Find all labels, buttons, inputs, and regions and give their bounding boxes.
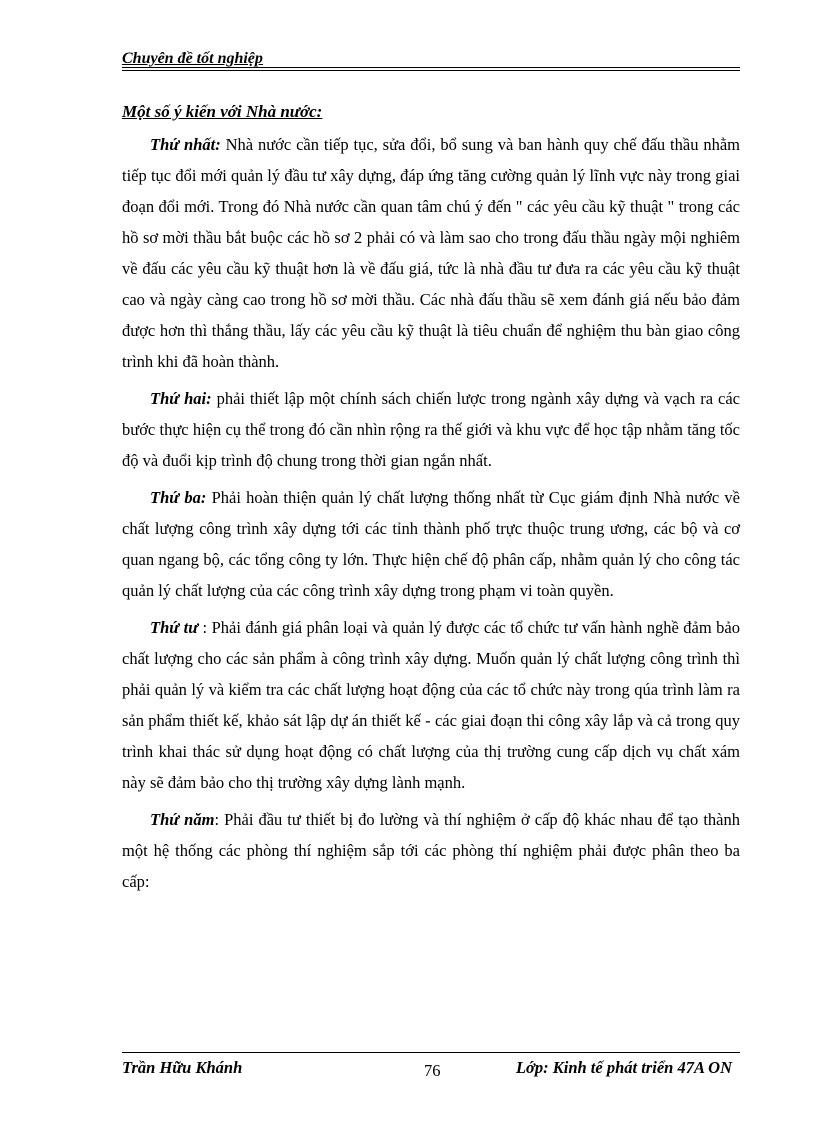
footer-rule bbox=[122, 1052, 740, 1053]
page-content bbox=[122, 96, 740, 903]
page-header bbox=[122, 48, 740, 70]
paragraph-label: Thứ nhất: bbox=[150, 135, 221, 154]
header-rule bbox=[122, 67, 740, 68]
paragraph-thu-ba bbox=[122, 482, 740, 606]
paragraph-thu-hai bbox=[122, 383, 740, 476]
paragraph-label: Thứ tư bbox=[150, 618, 199, 637]
paragraph-label: Thứ ba: bbox=[150, 488, 207, 507]
paragraph-label: Thứ năm bbox=[150, 810, 215, 829]
page-number: 76 bbox=[424, 1061, 441, 1080]
header-title: Chuyên đề tốt nghiệp bbox=[122, 50, 263, 67]
paragraph-text: Nhà nước cần tiếp tục, sửa đổi, bổ sung và ban hành quy chế đấu thầu nhằm tiếp tục đổi mới quản lý đầu tư xây dựng, đáp ứng tăng cường quản lý lĩnh vực này trong giai đoạn đổi mới. Trong đó Nhà nước cần quan tâm chú ý đến " các yêu cầu kỹ thuật " trong các hồ sơ mời thầu bắt buộc các hồ sơ 2 phải có và làm sao cho trong đấu thầu ngày mội nghiêm về đấu các yêu cầu kỹ thuật hơn là về đấu giá, tức là nhà đầu tư đưa ra các yêu cầu kỹ thuật cao và ngày càng cao trong hồ sơ mời thầu. Các nhà đấu thầu sẽ xem đánh giá nếu bảo đảm được hơn thì thắng thầu, lấy các yêu cầu kỹ thuật là tiêu chuẩn để nghiệm thu bàn giao công trình khi đã hoàn thành. bbox=[122, 135, 740, 371]
paragraph-text: : Phải đầu tư thiết bị đo lường và thí nghiệm ở cấp độ khác nhau để tạo thành một hệ thống các phòng thí nghiệm sắp tới các phòng thí nghiệm phải được phân theo ba cấp: bbox=[122, 810, 741, 891]
paragraph-thu-nhat bbox=[122, 129, 740, 377]
paragraph-thu-nam bbox=[122, 804, 740, 897]
paragraph-thu-tu bbox=[122, 612, 740, 798]
page-footer bbox=[122, 1052, 740, 1084]
footer-class: Lớp: Kinh tế phát triển 47A ON bbox=[515, 1058, 732, 1077]
paragraph-text: : Phải đánh giá phân loại và quản lý được các tổ chức tư vấn hành nghề đảm bảo chất lượng cho các sản phẩm à công trình xây dựng. Muốn quản lý chất lượng công trình thì phải quản lý và kiểm tra các chất lượng hoạt động của các tổ chức này trong qúa trình làm ra sản phẩm thiết kế, khảo sát lập dự án thiết kế - các giai đoạn thi công xây lắp và cả trong quy trình khai thác sử dụng hoạt động có chất lượng của thị trường cung cấp dịch vụ chất xám này sẽ đảm bảo cho thị trường xây dựng lành mạnh. bbox=[122, 618, 740, 792]
paragraph-label: Thứ hai: bbox=[150, 389, 212, 408]
paragraph-text: phải thiết lập một chính sách chiến lược trong ngành xây dựng và vạch ra các bước thực hiện cụ thể trong đó cần nhìn rộng ra thế giới và khu vực để học tập nhằm tăng tốc độ và đuổi kịp trình độ chung trong thời gian ngắn nhất. bbox=[122, 389, 740, 470]
section-heading: Một số ý kiến với Nhà nước: bbox=[122, 102, 323, 121]
header-rule-thin bbox=[122, 70, 740, 71]
footer-author: Trần Hữu Khánh bbox=[122, 1058, 243, 1077]
paragraph-text: Phải hoàn thiện quản lý chất lượng thống nhất từ Cục giám định Nhà nước về chất lượng công trình xây dựng tới các tỉnh thành phố trực thuộc trung ương, các bộ và cơ quan ngang bộ, các tổng công ty lớn. Thực hiện chế độ phân cấp, nhằm quản lý cho công tác quản lý chất lượng của các công trình xây dựng trong phạm vi toàn quyền. bbox=[122, 488, 740, 600]
